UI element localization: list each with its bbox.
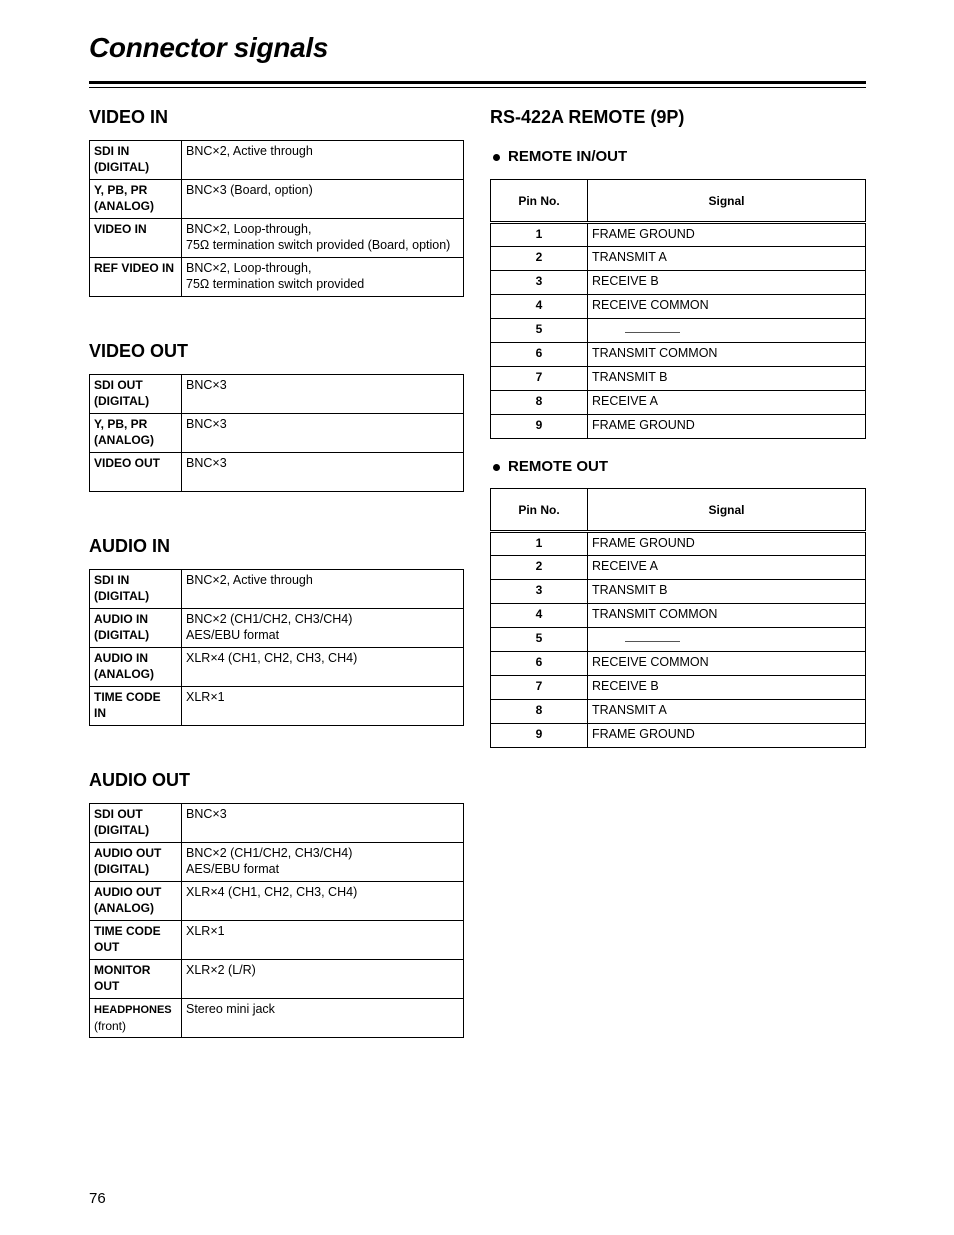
signal-name: TRANSMIT COMMON: [588, 343, 866, 367]
signal-name: FRAME GROUND: [588, 415, 866, 439]
video-out-table: [89, 374, 464, 492]
table-row: [90, 141, 464, 180]
table-row: [90, 648, 464, 687]
spec-value: BNC×3: [182, 414, 464, 453]
spec-key: VIDEO OUT: [90, 453, 182, 492]
pin-number: 4: [491, 604, 588, 628]
signal-name: RECEIVE COMMON: [588, 295, 866, 319]
spec-key: HEADPHONES (front): [90, 999, 182, 1038]
table-row: [491, 724, 866, 748]
signal-name: RECEIVE A: [588, 391, 866, 415]
table-row: [491, 676, 866, 700]
pin-number: 2: [491, 247, 588, 271]
spec-value: BNC×3: [182, 375, 464, 414]
spec-key-sub: (front): [94, 1019, 127, 1033]
spec-value: BNC×2, Loop-through, 75Ω termination switch provided: [182, 258, 464, 297]
bullet-icon: [493, 154, 500, 161]
pin-number: 9: [491, 415, 588, 439]
table-row: [90, 843, 464, 882]
remote-out-table: [490, 488, 866, 748]
pin-number: 5: [491, 319, 588, 343]
spec-value: BNC×2 (CH1/CH2, CH3/CH4) AES/EBU format: [182, 609, 464, 648]
signal-name: FRAME GROUND: [588, 724, 866, 748]
table-row: [491, 532, 866, 556]
signal-name: TRANSMIT B: [588, 367, 866, 391]
pin-number: 4: [491, 295, 588, 319]
signal-name: RECEIVE B: [588, 676, 866, 700]
signal-name: TRANSMIT A: [588, 700, 866, 724]
table-row: [90, 453, 464, 492]
table-row: [491, 391, 866, 415]
rs422-heading: RS-422A REMOTE (9P): [490, 107, 685, 127]
spec-key: SDI OUT (DIGITAL): [90, 804, 182, 843]
right-column: [490, 104, 866, 748]
signal-name: FRAME GROUND: [588, 223, 866, 247]
table-row: [90, 609, 464, 648]
left-column: [89, 104, 464, 1038]
table-row: [491, 628, 866, 652]
audio-in-heading: AUDIO IN: [89, 536, 170, 556]
pin-number: 7: [491, 676, 588, 700]
table-row: [491, 367, 866, 391]
pin-number: 3: [491, 271, 588, 295]
spec-value: BNC×2 (CH1/CH2, CH3/CH4) AES/EBU format: [182, 843, 464, 882]
table-row: [90, 258, 464, 297]
table-row: [90, 180, 464, 219]
signal-name: TRANSMIT COMMON: [588, 604, 866, 628]
pin-number: 9: [491, 724, 588, 748]
signal-name: RECEIVE B: [588, 271, 866, 295]
remote-in-out-heading: REMOTE IN/OUT: [490, 146, 866, 168]
spec-key: MONITOR OUT: [90, 960, 182, 999]
table-row: [90, 960, 464, 999]
spec-value: XLR×1: [182, 687, 464, 726]
spec-value: XLR×4 (CH1, CH2, CH3, CH4): [182, 882, 464, 921]
table-row: [491, 580, 866, 604]
pin-number: 1: [491, 223, 588, 247]
spec-key: VIDEO IN: [90, 219, 182, 258]
table-row: [90, 804, 464, 843]
title-rule: [89, 81, 866, 84]
pin-number: 5: [491, 628, 588, 652]
signal-name: TRANSMIT A: [588, 247, 866, 271]
pin-number: 2: [491, 556, 588, 580]
table-row: [491, 319, 866, 343]
dash-line: [625, 332, 680, 333]
table-row: [90, 687, 464, 726]
audio-out-table: [89, 803, 464, 1038]
signal-name: TRANSMIT B: [588, 580, 866, 604]
table-row: [491, 652, 866, 676]
audio-out-heading: AUDIO OUT: [89, 770, 190, 790]
table-row: [90, 999, 464, 1038]
pin-number: 3: [491, 580, 588, 604]
table-row: [491, 700, 866, 724]
spec-key: AUDIO IN (ANALOG): [90, 648, 182, 687]
spec-value: Stereo mini jack: [182, 999, 464, 1038]
table-row: [90, 219, 464, 258]
table-row: [90, 375, 464, 414]
spec-key: SDI OUT (DIGITAL): [90, 375, 182, 414]
spec-key: SDI IN (DIGITAL): [90, 141, 182, 180]
spec-key: AUDIO OUT (DIGITAL): [90, 843, 182, 882]
signal-header: Signal: [588, 489, 866, 532]
video-out-heading: VIDEO OUT: [89, 341, 189, 361]
signal-name: FRAME GROUND: [588, 532, 866, 556]
audio-in-table: [89, 569, 464, 726]
remote-out-heading: REMOTE OUT: [490, 456, 866, 478]
spec-key: REF VIDEO IN: [90, 258, 182, 297]
table-row: [90, 414, 464, 453]
spec-key: TIME CODE OUT: [90, 921, 182, 960]
pin-number: 7: [491, 367, 588, 391]
spec-key: Y, PB, PR (ANALOG): [90, 180, 182, 219]
table-row: [491, 415, 866, 439]
table-row: [491, 343, 866, 367]
signal-name: RECEIVE COMMON: [588, 652, 866, 676]
table-row: [90, 921, 464, 960]
table-row: [90, 570, 464, 609]
table-row: [491, 295, 866, 319]
signal-name-blank: [588, 628, 866, 652]
spec-value: BNC×2, Loop-through, 75Ω termination switch provided (Board, option): [182, 219, 464, 258]
spec-value: BNC×3 (Board, option): [182, 180, 464, 219]
spec-key: AUDIO IN (DIGITAL): [90, 609, 182, 648]
spec-key: Y, PB, PR (ANALOG): [90, 414, 182, 453]
pin-header: Pin No.: [491, 180, 588, 223]
spec-key: SDI IN (DIGITAL): [90, 570, 182, 609]
spec-value: BNC×2, Active through: [182, 141, 464, 180]
table-header-row: [491, 180, 866, 223]
remote-in-out-table: [490, 179, 866, 439]
signal-header: Signal: [588, 180, 866, 223]
spec-value: BNC×3: [182, 453, 464, 492]
bullet-icon: [493, 464, 500, 471]
dash-line: [625, 641, 680, 642]
spec-value: BNC×2, Active through: [182, 570, 464, 609]
spec-value: XLR×4 (CH1, CH2, CH3, CH4): [182, 648, 464, 687]
table-row: [491, 604, 866, 628]
spec-value: XLR×1: [182, 921, 464, 960]
pin-header: Pin No.: [491, 489, 588, 532]
pin-number: 6: [491, 343, 588, 367]
signal-name: RECEIVE A: [588, 556, 866, 580]
page-title: Connector signals: [89, 32, 329, 63]
spec-key: TIME CODE IN: [90, 687, 182, 726]
table-row: [491, 223, 866, 247]
video-in-table: [89, 140, 464, 297]
pin-number: 1: [491, 532, 588, 556]
table-row: [491, 247, 866, 271]
title-rule-thin: [89, 87, 866, 88]
pin-number: 6: [491, 652, 588, 676]
page-number: 76: [89, 1190, 106, 1207]
pin-number: 8: [491, 391, 588, 415]
table-row: [491, 271, 866, 295]
table-row: [90, 882, 464, 921]
table-header-row: [491, 489, 866, 532]
pin-number: 8: [491, 700, 588, 724]
spec-key: AUDIO OUT (ANALOG): [90, 882, 182, 921]
video-in-heading: VIDEO IN: [89, 107, 169, 127]
spec-value: BNC×3: [182, 804, 464, 843]
signal-name-blank: [588, 319, 866, 343]
table-row: [491, 556, 866, 580]
spec-value: XLR×2 (L/R): [182, 960, 464, 999]
